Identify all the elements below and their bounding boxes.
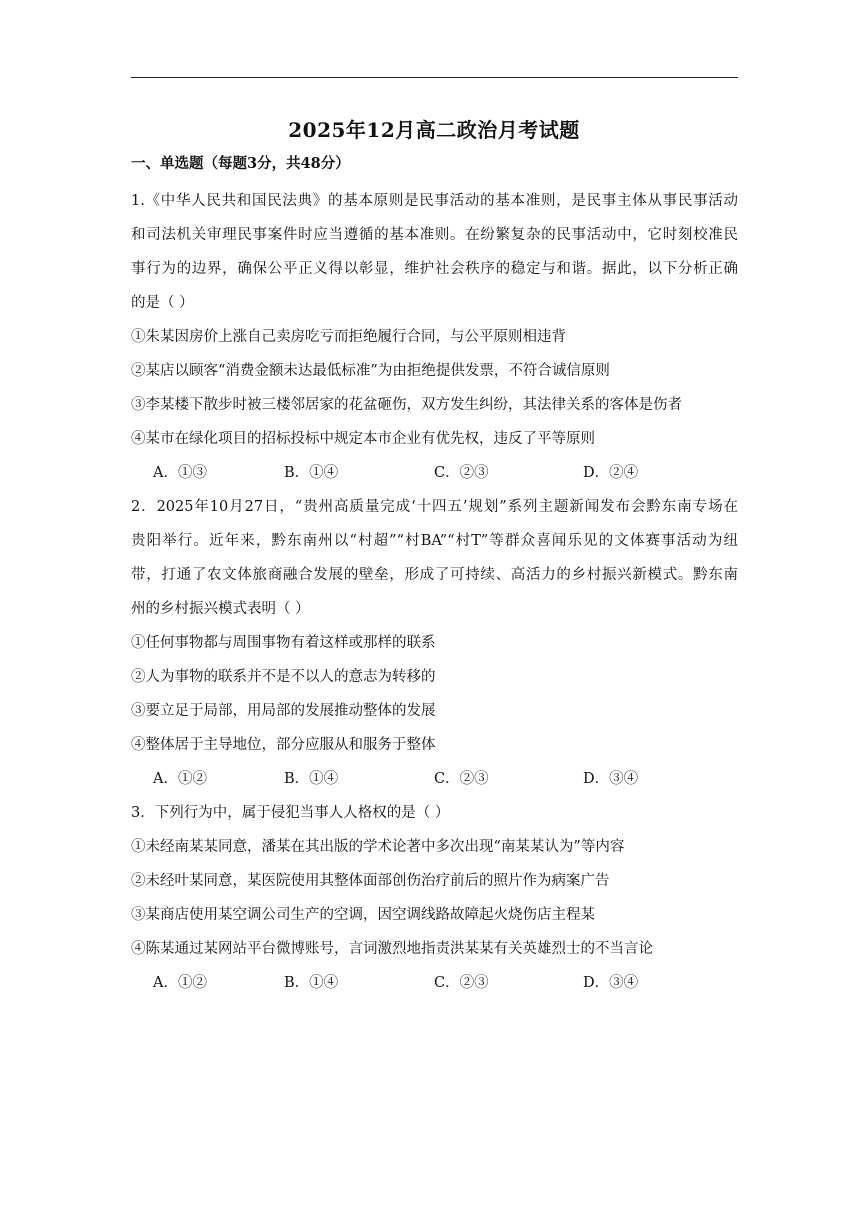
q2-statement: ④整体居于主导地位，部分应服从和服务于整体 xyxy=(131,737,436,753)
q1-statement: ④某市在绿化项目的招标投标中规定本市企业有优先权，违反了平等原则 xyxy=(131,431,595,447)
q2-option-a[interactable]: A．①② xyxy=(153,771,207,787)
q2-statement: ②人为事物的联系并不是不以人的意志为转移的 xyxy=(131,669,436,685)
q1-option-a[interactable]: A．①③ xyxy=(153,465,207,481)
q1-stem-line: 和司法机关审理民事案件时应当遵循的基本准则。在纷繁复杂的民事活动中，它时刻校准民 xyxy=(131,227,738,243)
header-rule xyxy=(131,77,738,78)
q3-option-a[interactable]: A．①② xyxy=(153,975,207,991)
exam-title: 2025年12月高二政治月考试题 xyxy=(288,118,580,142)
q2-option-c[interactable]: C．②③ xyxy=(434,771,489,787)
q1-statement: ②某店以顾客“消费金额未达最低标准”为由拒绝提供发票，不符合诚信原则 xyxy=(131,363,610,379)
q1-statement: ①朱某因房价上涨自己卖房吃亏而拒绝履行合同，与公平原则相违背 xyxy=(131,329,566,345)
q2-stem-line: 州的乡村振兴模式表明（ ） xyxy=(131,601,310,617)
q1-stem-line: 的是（ ） xyxy=(131,295,194,311)
q3-statement: ②未经叶某同意，某医院使用其整体面部创伤治疗前后的照片作为病案广告 xyxy=(131,873,610,889)
q1-statement: ③李某楼下散步时被三楼邻居家的花盆砸伤，双方发生纠纷，其法律关系的客体是伤者 xyxy=(131,397,682,413)
q2-option-b[interactable]: B．①④ xyxy=(284,771,339,787)
q2-stem-line: 2．2025年10月27日，“贵州高质量完成‘十四五’规划”系列主题新闻发布会黔东南专场在 xyxy=(131,499,738,515)
q2-stem-line: 带，打通了农文体旅商融合发展的壁垒，形成了可持续、高活力的乡村振兴新模式。黔东南 xyxy=(131,567,738,583)
q2-statement: ①任何事物都与周围事物有着这样或那样的联系 xyxy=(131,635,436,651)
q1-option-d[interactable]: D．②④ xyxy=(583,465,639,481)
q1-stem-line: 1.《中华人民共和国民法典》的基本原则是民事活动的基本准则，是民事主体从事民事活动 xyxy=(131,193,738,209)
section-heading: 一、单选题（每题3分，共48分） xyxy=(131,155,350,172)
q3-stem-line: 3．下列行为中，属于侵犯当事人人格权的是（ ） xyxy=(131,805,450,821)
q2-statement: ③要立足于局部，用局部的发展推动整体的发展 xyxy=(131,703,436,719)
q3-option-c[interactable]: C．②③ xyxy=(434,975,489,991)
q3-statement: ①未经南某某同意，潘某在其出版的学术论著中多次出现“南某某认为”等内容 xyxy=(131,839,625,855)
q3-option-d[interactable]: D．③④ xyxy=(583,975,639,991)
q3-statement: ④陈某通过某网站平台微博账号，言词激烈地指责洪某某有关英雄烈士的不当言论 xyxy=(131,941,653,957)
q2-option-d[interactable]: D．③④ xyxy=(583,771,639,787)
q3-option-b[interactable]: B．①④ xyxy=(284,975,339,991)
q2-stem-line: 贵阳举行。近年来，黔东南州以“村超”“村BA”“村T”等群众喜闻乐见的文体赛事活动为纽 xyxy=(131,533,738,549)
q1-stem-line: 事行为的边界，确保公平正义得以彰显，维护社会秩序的稳定与和谐。据此，以下分析正确 xyxy=(131,261,738,277)
q3-statement: ③某商店使用某空调公司生产的空调，因空调线路故障起火烧伤店主程某 xyxy=(131,907,595,923)
q1-option-b[interactable]: B．①④ xyxy=(284,465,339,481)
q1-option-c[interactable]: C．②③ xyxy=(434,465,489,481)
